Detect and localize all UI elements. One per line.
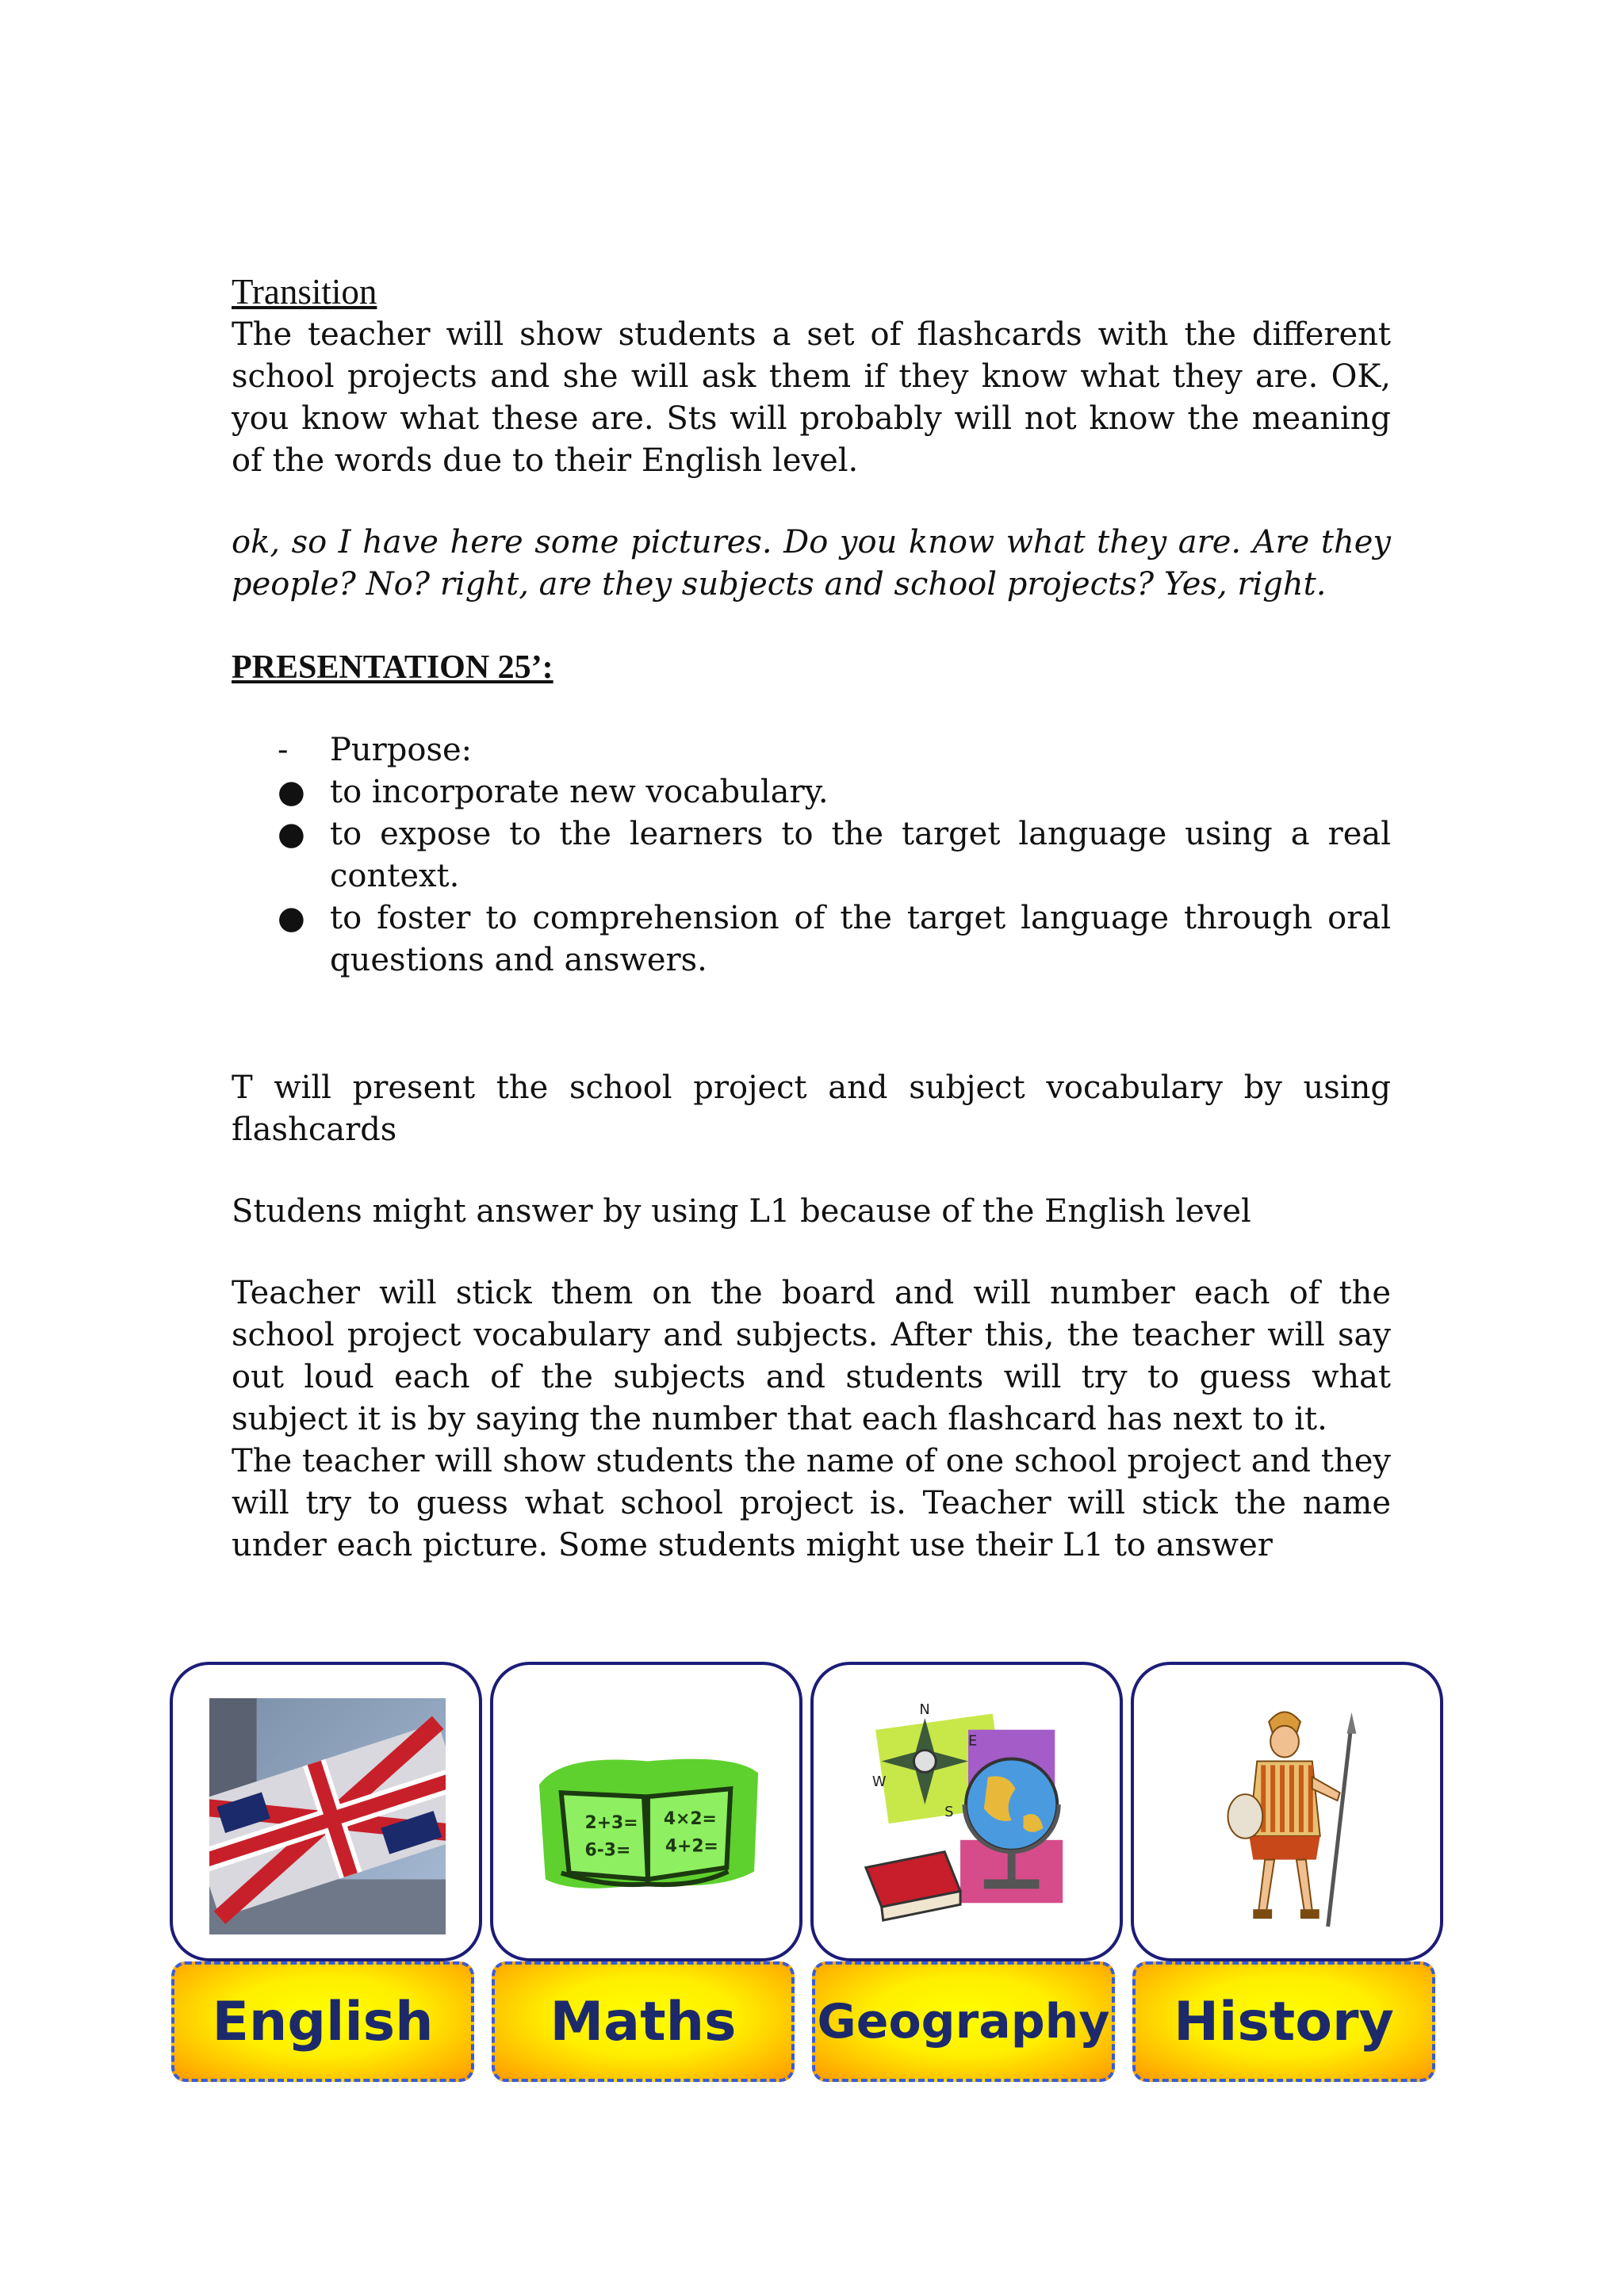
purpose-bullet xyxy=(232,771,1391,813)
bullet-text: to incorporate new vocabulary. xyxy=(330,774,829,810)
math-sum: 2+3= xyxy=(584,1812,638,1833)
purpose-label: Purpose: xyxy=(330,732,473,768)
math-sum: 6-3= xyxy=(584,1840,631,1861)
flashcard-label: Maths xyxy=(492,1961,795,2082)
math-sum: 4+2= xyxy=(665,1836,718,1857)
bullet-icon: ● xyxy=(278,900,305,936)
compass-w: W xyxy=(871,1774,887,1791)
bullet-text: to expose to the learners to the target language using a real context. xyxy=(330,816,1391,894)
transition-quote: ok, so I have here some pictures. Do you know what they are. Are they people? No? right, are they subjects and school projects? Yes, right. xyxy=(232,524,1391,603)
roman-soldier-icon xyxy=(1170,1698,1407,1934)
presentation-heading: PRESENTATION 25’: xyxy=(232,649,553,686)
flashcard-label: Geography xyxy=(812,1961,1115,2082)
flashcard-frame xyxy=(810,1662,1123,1961)
flashcard-label: English xyxy=(171,1961,474,2082)
math-book-icon xyxy=(530,1698,766,1934)
document-body xyxy=(232,270,1391,1567)
globe-compass-icon xyxy=(850,1698,1086,1934)
union-jack-flag-icon xyxy=(209,1698,446,1934)
flashcard-frame xyxy=(170,1662,482,1961)
presentation-paragraph: The teacher will show students the name of one school project and they will try to guess what school project is. Teacher will stick the name under each picture. Some students might use their L1 to answer xyxy=(232,1443,1391,1563)
flashcard-frame xyxy=(1131,1662,1443,1961)
flashcard-label: History xyxy=(1132,1961,1435,2082)
bullet-icon: ● xyxy=(278,816,305,852)
purpose-bullet xyxy=(232,813,1391,897)
flashcard-row xyxy=(170,1662,1454,2082)
math-sum: 4×2= xyxy=(663,1808,717,1829)
presentation-paragraph: T will present the school project and subject vocabulary by using flashcards xyxy=(232,1070,1391,1148)
bullet-icon: ● xyxy=(278,774,305,810)
purpose-bullet xyxy=(232,897,1391,982)
flashcard-frame xyxy=(490,1662,802,1961)
dash-marker: - xyxy=(278,732,289,768)
transition-paragraph: The teacher will show students a set of flashcards with the different school projects and she will ask them if they know what they are. OK, you know what these are. Sts will probably will not know the meaning of the words due to their English level. xyxy=(232,316,1391,479)
presentation-paragraph: Studens might answer by using L1 because of the English level xyxy=(232,1193,1251,1230)
compass-e: E xyxy=(968,1732,978,1750)
purpose-list xyxy=(232,729,1391,982)
compass-s: S xyxy=(944,1804,954,1820)
transition-heading: Transition xyxy=(232,272,377,312)
presentation-paragraph: Teacher will stick them on the board and will number each of the school project vocabulary and subjects. After this, the teacher will say out loud each of the subjects and students will try to guess what subject it is by saying the number that each flashcard has next to it. xyxy=(232,1275,1391,1437)
purpose-item xyxy=(232,729,1391,771)
compass-n: N xyxy=(919,1701,930,1718)
bullet-text: to foster to comprehension of the target language through oral questions and answers. xyxy=(330,900,1391,978)
